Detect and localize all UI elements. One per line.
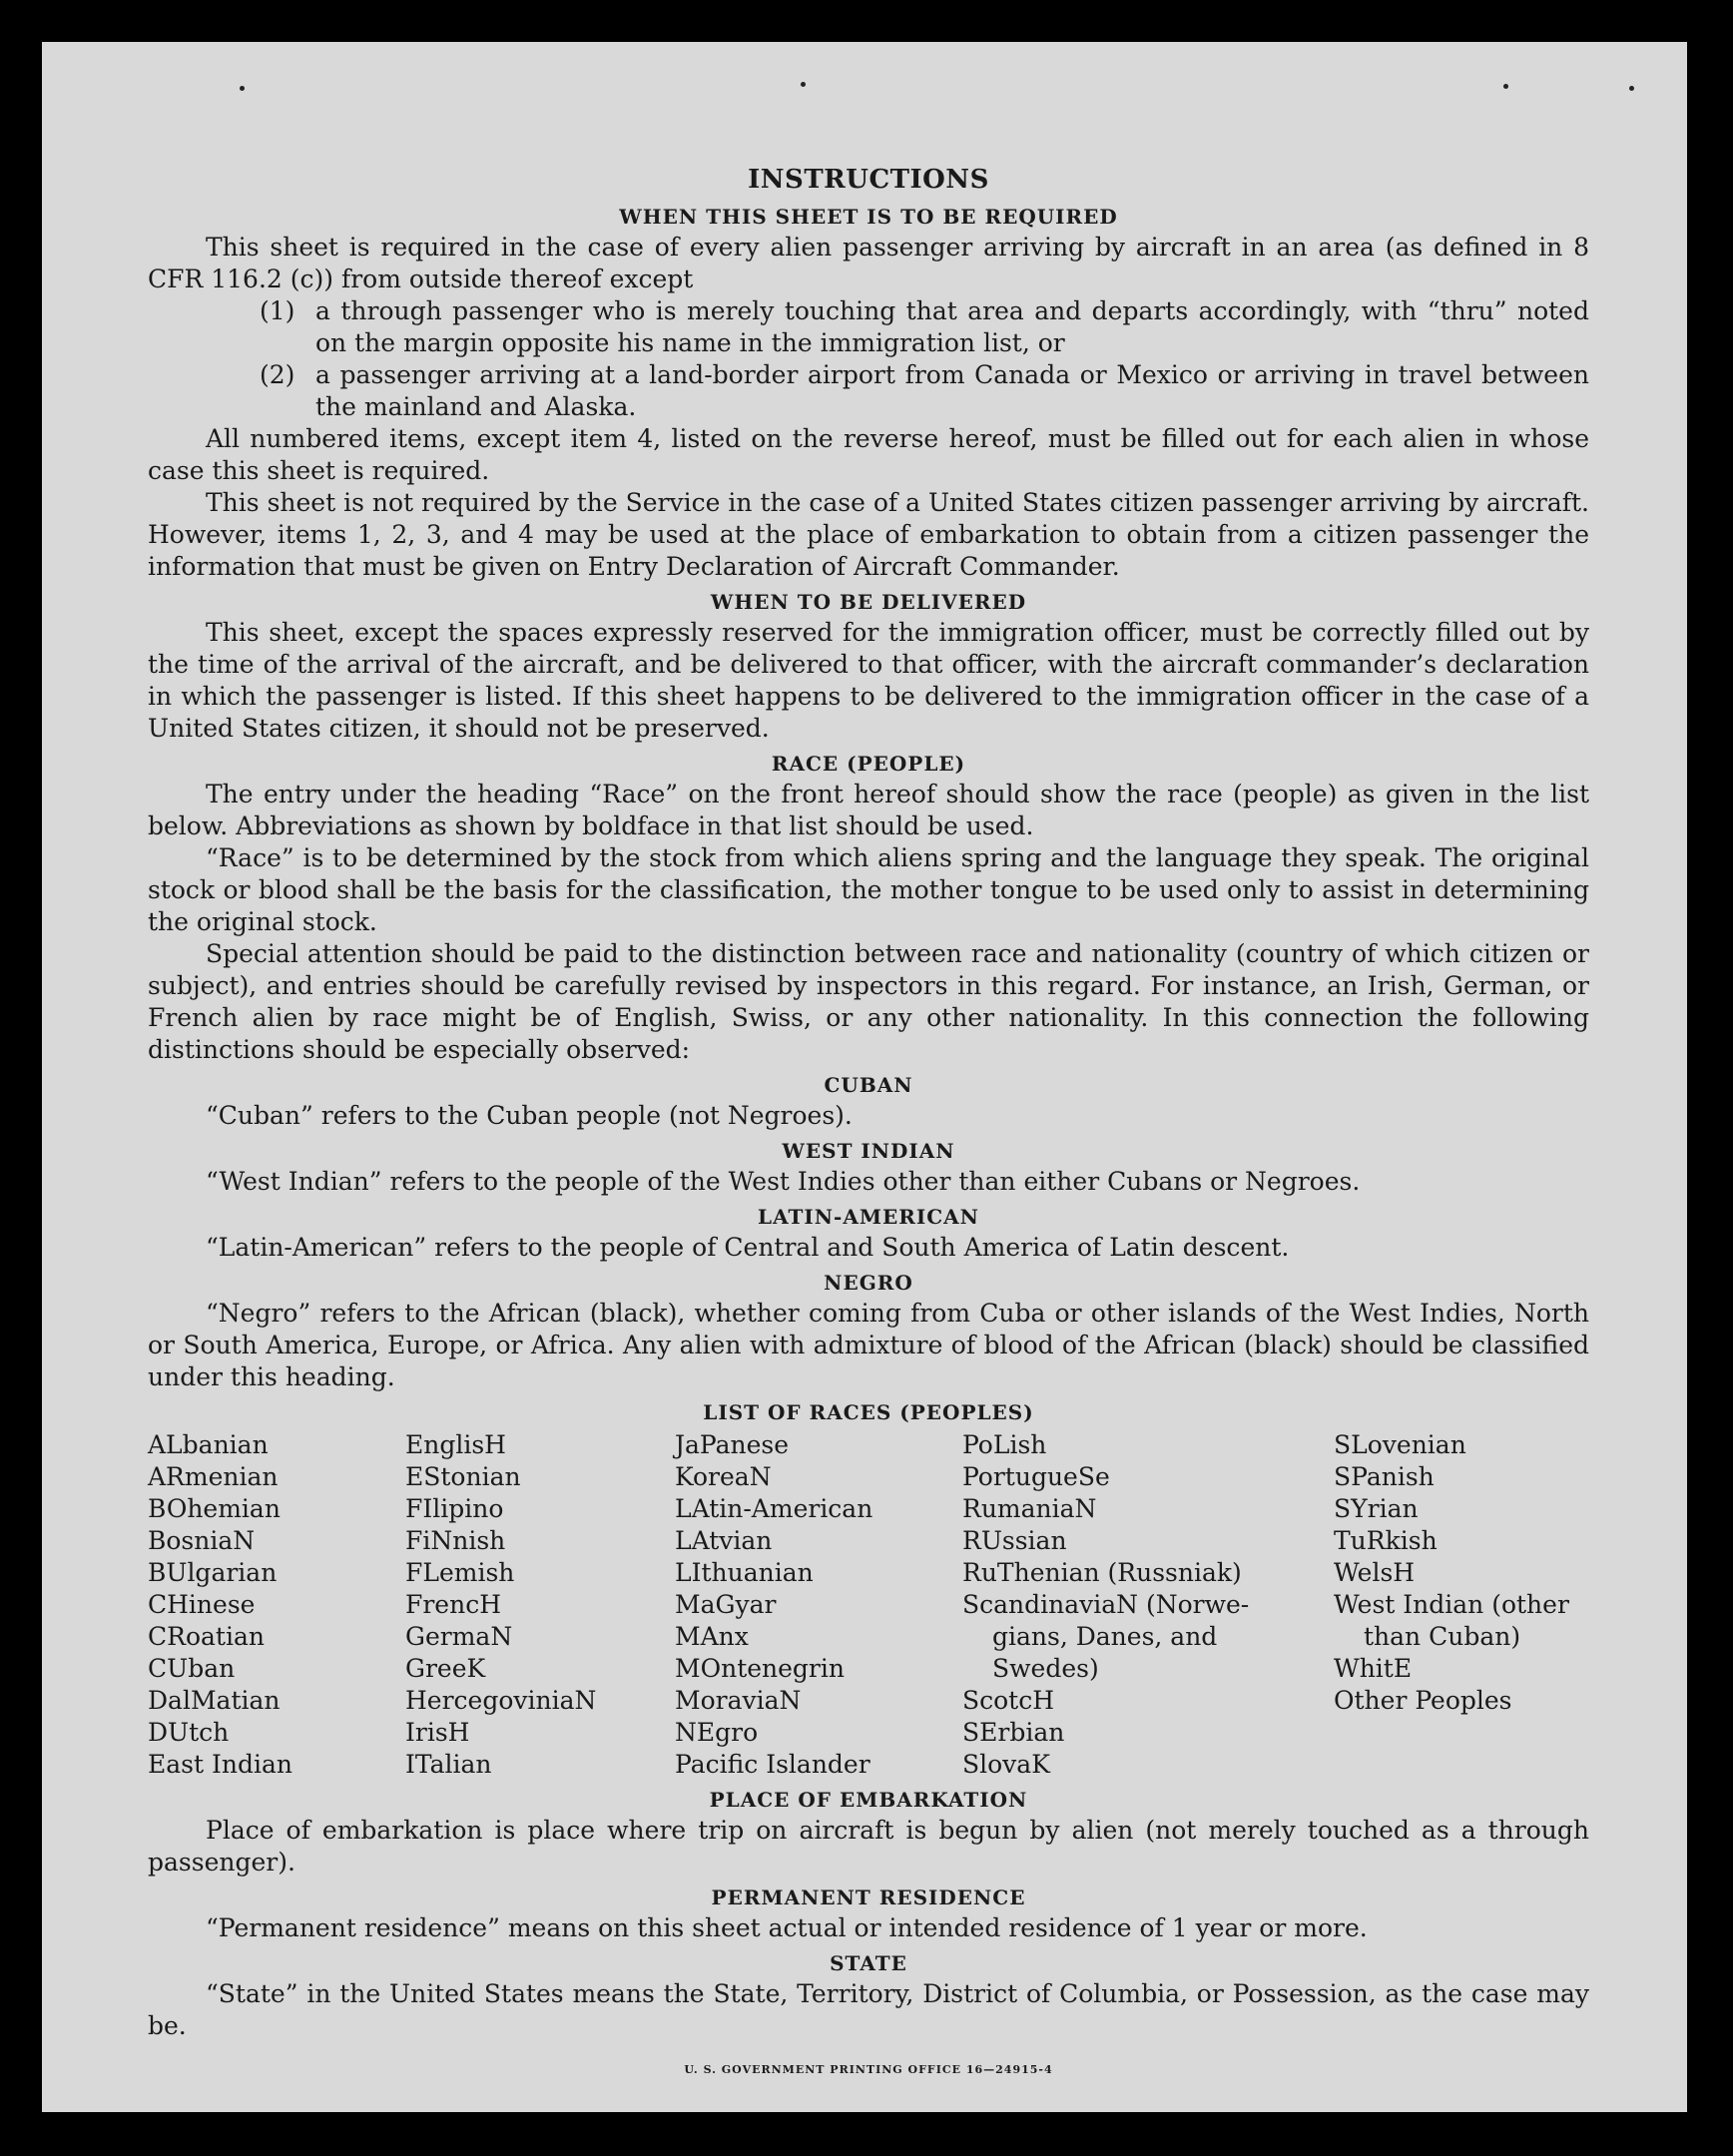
- paragraph: “West Indian” refers to the people of the West Indies other than either Cubans or Negroes.: [206, 1167, 1361, 1196]
- race-entry: BosniaN: [148, 1526, 256, 1555]
- race-entry: RUssian: [962, 1526, 1067, 1555]
- race-entry: ScotcH: [962, 1686, 1055, 1715]
- paragraph: This sheet, except the spaces expressly reserved for the immigration officer, must be correctly filled out by the time of the arrival of the aircraft, and be delivered to that officer, with the aircraft commander’s declaration in which the passenger is listed. If this sheet happens to be delivered to the immigration officer in the case of a United States citizen, it should not be preserved.: [148, 618, 1589, 743]
- item-number: (2): [260, 360, 295, 389]
- races-column: [675, 1429, 962, 1781]
- paragraph: “State” in the United States means the State, Territory, District of Columbia, or Possession, as the case may be.: [148, 1979, 1589, 2040]
- race-entry: BOhemian: [148, 1494, 281, 1523]
- race-entry: ARmenian: [148, 1462, 279, 1491]
- race-entry: ScandinaviaN (Norwe-: [962, 1590, 1250, 1619]
- race-entry: EnglisH: [405, 1430, 506, 1459]
- race-entry: HercegoviniaN: [405, 1686, 597, 1715]
- paragraph: Special attention should be paid to the distinction between race and nationality (country of which citizen or subject), and entries should be carefully revised by inspectors in this regard. For instance, an Irish, German, or French alien by race might be of English, Swiss, or any other nationality. In this connection the following distinctions should be especially observed:: [148, 939, 1589, 1064]
- item-text: a passenger arriving at a land-border airport from Canada or Mexico or arriving in travel between the mainland and Alaska.: [315, 360, 1589, 421]
- page-title: INSTRUCTIONS: [748, 165, 989, 195]
- paragraph: This sheet is required in the case of every alien passenger arriving by aircraft in an area (as defined in 8 CFR 116.2 (c)) from outside thereof except: [148, 233, 1589, 293]
- race-entry: WelsH: [1334, 1558, 1416, 1587]
- race-entry: WhitE: [1334, 1654, 1413, 1683]
- race-entry: ALbanian: [148, 1430, 269, 1459]
- heading-when-required: WHEN THIS SHEET IS TO BE REQUIRED: [619, 205, 1118, 229]
- paragraph: The entry under the heading “Race” on the front hereof should show the race (people) as given in the list below. Abbreviations as shown by boldface in that list should be used.: [148, 780, 1589, 840]
- printer-imprint: U. S. GOVERNMENT PRINTING OFFICE 16—24915-4: [684, 2063, 1053, 2076]
- heading-when-delivered: WHEN TO BE DELIVERED: [710, 590, 1027, 614]
- race-entry: East Indian: [148, 1750, 292, 1779]
- races-column: [148, 1429, 405, 1781]
- race-entry: FIlipino: [405, 1494, 504, 1523]
- race-entry: FrencH: [405, 1590, 501, 1619]
- race-entry: LAtvian: [675, 1526, 773, 1555]
- race-entry: KoreaN: [675, 1462, 772, 1491]
- race-entry: TuRkish: [1334, 1526, 1438, 1555]
- heading-race: RACE (PEOPLE): [771, 752, 966, 776]
- race-entry: MAnx: [675, 1622, 749, 1651]
- list-item: [260, 295, 1589, 359]
- races-column: [962, 1429, 1334, 1781]
- race-entry: IrisH: [405, 1718, 470, 1747]
- race-entry: EStonian: [405, 1462, 521, 1491]
- races-column: [405, 1429, 675, 1781]
- race-entry: LAtin-American: [675, 1494, 873, 1523]
- race-entry: MOntenegrin: [675, 1654, 845, 1683]
- paragraph: “Cuban” refers to the Cuban people (not Negroes).: [206, 1101, 853, 1130]
- speck: [801, 82, 806, 87]
- race-entry: CRoatian: [148, 1622, 265, 1651]
- race-entry: DUtch: [148, 1718, 230, 1747]
- race-entry: MaGyar: [675, 1590, 777, 1619]
- race-entry: SlovaK: [962, 1750, 1050, 1779]
- race-entry: ITalian: [405, 1750, 492, 1779]
- race-entry: RumaniaN: [962, 1494, 1097, 1523]
- heading-state: STATE: [830, 1951, 907, 1975]
- paragraph: “Permanent residence” means on this sheet actual or intended residence of 1 year or more.: [206, 1913, 1368, 1942]
- heading-west-indian: WEST INDIAN: [782, 1139, 955, 1163]
- race-entry: GreeK: [405, 1654, 486, 1683]
- race-entry: MoraviaN: [675, 1686, 802, 1715]
- document-sheet: [42, 42, 1687, 2112]
- races-table: [148, 1429, 1589, 1781]
- speck: [240, 86, 245, 91]
- heading-cuban: CUBAN: [824, 1073, 913, 1097]
- race-entry: West Indian (other: [1334, 1590, 1569, 1619]
- paragraph: Place of embarkation is place where trip on aircraft is begun by alien (not merely touched as a through passenger).: [148, 1816, 1589, 1877]
- item-text: a through passenger who is merely touching that area and departs accordingly, with “thru” noted on the margin opposite his name in the immigration list, or: [315, 296, 1589, 357]
- race-entry: than Cuban): [1364, 1622, 1521, 1651]
- race-entry: LIthuanian: [675, 1558, 814, 1587]
- paragraph: “Negro” refers to the African (black), whether coming from Cuba or other islands of the West Indies, North or South America, Europe, or Africa. Any alien with admixture of blood of the African (black) should be classified under this heading.: [148, 1299, 1589, 1391]
- race-entry: CHinese: [148, 1590, 256, 1619]
- race-entry: Swedes): [992, 1654, 1099, 1683]
- instructions-page: [148, 162, 1589, 2086]
- race-entry: BUlgarian: [148, 1558, 278, 1587]
- race-entry: PoLish: [962, 1430, 1047, 1459]
- race-entry: SYrian: [1334, 1494, 1419, 1523]
- paragraph: All numbered items, except item 4, listed on the reverse hereof, must be filled out for each alien in whose case this sheet is required.: [148, 424, 1589, 485]
- paragraph: “Race” is to be determined by the stock from which aliens spring and the language they speak. The original stock or blood shall be the basis for the classification, the mother tongue to be used only to assist in determining the original stock.: [148, 843, 1589, 936]
- race-entry: FiNnish: [405, 1526, 506, 1555]
- race-entry: Other Peoples: [1334, 1686, 1512, 1715]
- speck: [1503, 84, 1508, 89]
- speck: [1629, 86, 1634, 91]
- heading-negro: NEGRO: [824, 1271, 913, 1295]
- paragraph: “Latin-American” refers to the people of Central and South America of Latin descent.: [206, 1233, 1290, 1262]
- race-entry: RuThenian (Russniak): [962, 1558, 1242, 1587]
- race-entry: SLovenian: [1334, 1430, 1466, 1459]
- heading-latin-american: LATIN-AMERICAN: [758, 1205, 979, 1229]
- race-entry: FLemish: [405, 1558, 515, 1587]
- list-item: [260, 359, 1589, 423]
- race-entry: GermaN: [405, 1622, 513, 1651]
- race-entry: SPanish: [1334, 1462, 1435, 1491]
- race-entry: CUban: [148, 1654, 236, 1683]
- races-column: [1334, 1429, 1589, 1781]
- item-number: (1): [260, 296, 295, 325]
- race-entry: PortugueSe: [962, 1462, 1110, 1491]
- race-entry: Pacific Islander: [675, 1750, 870, 1779]
- race-entry: JaPanese: [675, 1430, 790, 1459]
- race-entry: SErbian: [962, 1718, 1065, 1747]
- heading-list-of-races: LIST OF RACES (PEOPLES): [703, 1400, 1034, 1424]
- race-entry: NEgro: [675, 1718, 759, 1747]
- race-entry: DalMatian: [148, 1686, 281, 1715]
- race-entry: gians, Danes, and: [992, 1622, 1218, 1651]
- heading-permanent-residence: PERMANENT RESIDENCE: [711, 1886, 1026, 1909]
- paragraph: This sheet is not required by the Service in the case of a United States citizen passenger arriving by aircraft. However, items 1, 2, 3, and 4 may be used at the place of embarkation to obtain from a citizen passenger the information that must be given on Entry Declaration of Aircraft Commander.: [148, 488, 1589, 581]
- heading-place-of-embarkation: PLACE OF EMBARKATION: [709, 1788, 1028, 1812]
